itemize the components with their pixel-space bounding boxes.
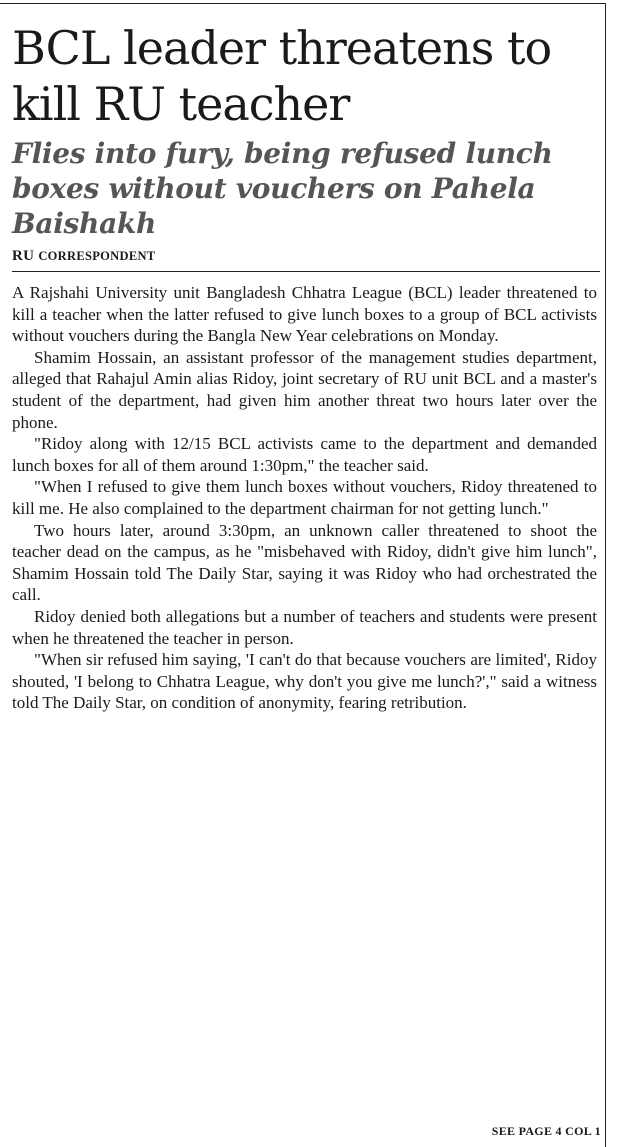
continuation-jump-line: SEE PAGE 4 COL 1 bbox=[491, 1124, 601, 1138]
paragraph: Shamim Hossain, an assistant professor of the management studies department, alleged that Rahajul Amin alias Ridoy, joint secretary of RU unit BCL and a master's student of the department, had given him another threat two hours later over the phone. bbox=[12, 347, 597, 432]
top-border bbox=[0, 3, 606, 4]
news-article bbox=[12, 20, 602, 714]
paragraph: A Rajshahi University unit Bangladesh Chhatra League (BCL) leader threatened to kill a teacher when the latter refused to give lunch boxes to a group of BCL activists without vouchers during the Bangla New Year celebrations on Monday. bbox=[12, 283, 597, 346]
byline bbox=[12, 247, 602, 265]
byline-prefix: RU bbox=[12, 248, 35, 264]
paragraph: "When I refused to give them lunch boxes without vouchers, Ridoy threatened to kill me. He also complained to the department chairman for not getting lunch." bbox=[12, 477, 597, 518]
paragraph: Ridoy denied both allegations but a number of teachers and students were present when he threatened the teacher in person. bbox=[12, 606, 597, 648]
paragraph: "When sir refused him saying, 'I can't do that because vouchers are limited', Ridoy shouted, 'I belong to Chhatra League, why don't you give me lunch?'," said a witness told The Daily Star, on condition of anonymity, fearing retribution. bbox=[12, 650, 597, 713]
right-border bbox=[605, 3, 606, 1147]
byline-divider bbox=[12, 271, 600, 272]
subheadline: Flies into fury, being refused lunch boxes without vouchers on Pahela Baishakh bbox=[12, 137, 553, 240]
paragraph: "Ridoy along with 12/15 BCL activists came to the department and demanded lunch boxes for all of them around 1:30pm," the teacher said. bbox=[12, 434, 597, 475]
headline: BCL leader threatens to kill RU teacher bbox=[12, 21, 552, 131]
paragraph: Two hours later, around 3:30pm, an unknown caller threatened to shoot the teacher dead on the campus, as he "misbehaved with Ridoy, didn't give him lunch", Shamim Hossain told The Daily Star, saying it was Ridoy who had orchestrated the call. bbox=[12, 520, 597, 605]
byline-role: CORRESPONDENT bbox=[38, 249, 156, 263]
article-body bbox=[12, 282, 597, 714]
